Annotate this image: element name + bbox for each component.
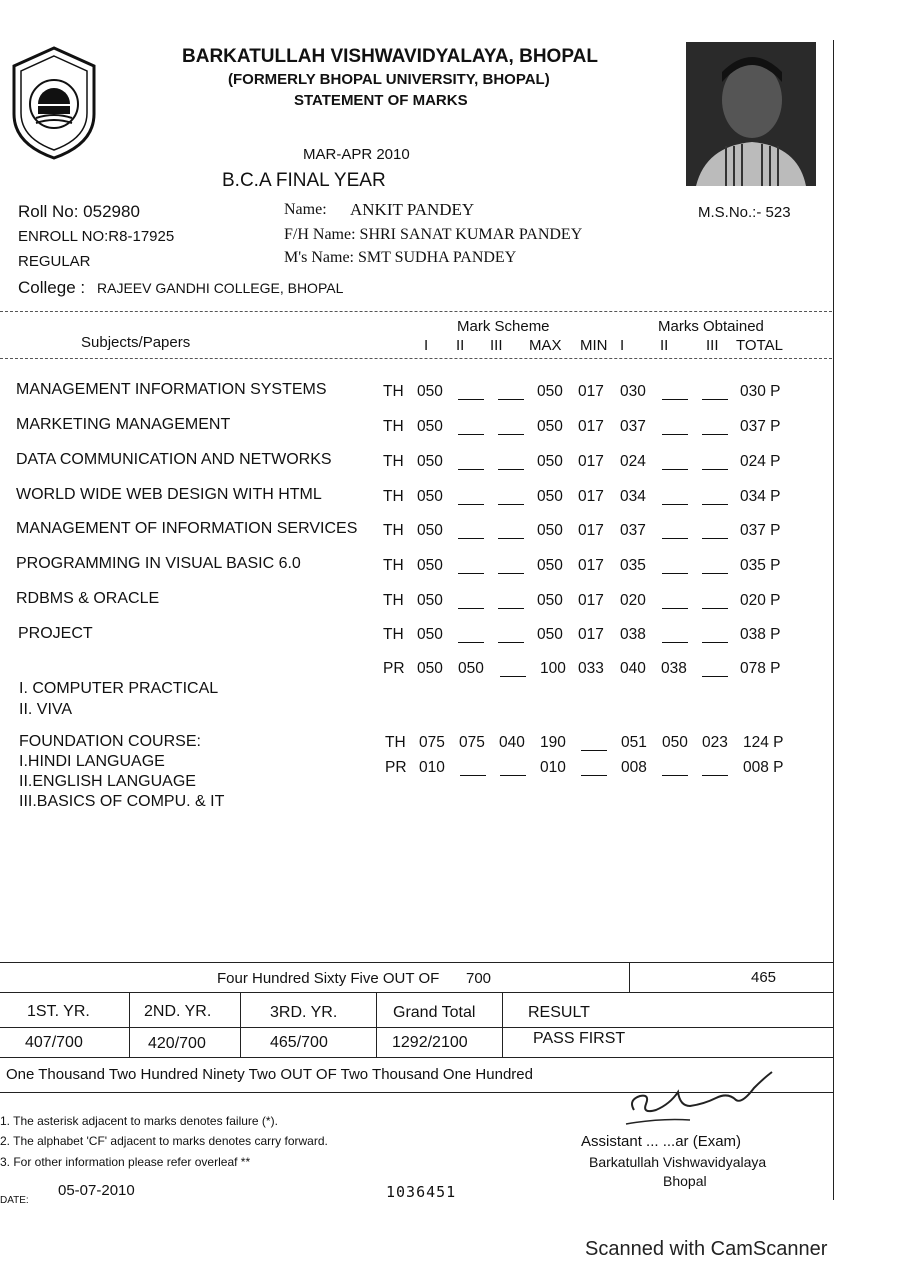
col-scheme-1: I — [424, 337, 429, 354]
foundation-pr-max: 010 — [540, 759, 566, 776]
blank-mark — [458, 387, 484, 400]
blank-mark — [458, 492, 484, 505]
scheme-1: 050 — [417, 383, 443, 400]
paper-type: TH — [383, 383, 404, 400]
subject-name: MANAGEMENT OF INFORMATION SERVICES — [16, 520, 358, 537]
paper-type: TH — [383, 418, 404, 435]
blank-mark — [662, 630, 688, 643]
college-name: RAJEEV GANDHI COLLEGE, BHOPAL — [97, 280, 344, 296]
year-divider — [376, 992, 377, 1057]
summary-divider — [629, 962, 630, 992]
subject-total: 037 P — [740, 418, 781, 435]
scheme-max: 050 — [537, 592, 563, 609]
summary-rule-4 — [0, 1057, 834, 1058]
first-year-header: 1ST. YR. — [27, 1003, 90, 1020]
university-seal-icon — [8, 44, 100, 162]
foundation-sub-hindi: I.HINDI LANGUAGE — [19, 753, 165, 770]
blank-mark — [702, 422, 728, 435]
practical-type: PR — [383, 660, 405, 677]
blank-mark — [662, 526, 688, 539]
foundation-th-obtained-2: 050 — [662, 734, 688, 751]
blank-mark — [662, 422, 688, 435]
blank-mark — [458, 561, 484, 574]
paper-type: TH — [383, 592, 404, 609]
paper-type: TH — [383, 488, 404, 505]
summary-top-rule — [0, 962, 834, 963]
blank-mark — [581, 763, 607, 776]
blank-mark — [498, 422, 524, 435]
note-failure: 1. The asterisk adjacent to marks denotes failure (*). — [0, 1114, 278, 1128]
obtained-1: 030 — [620, 383, 646, 400]
scheme-min: 017 — [578, 557, 604, 574]
year-divider — [502, 992, 503, 1057]
foundation-title: FOUNDATION COURSE: — [19, 733, 201, 750]
subject-name: PROJECT — [18, 625, 93, 642]
blank-mark — [702, 763, 728, 776]
scheme-min: 017 — [578, 592, 604, 609]
subject-total: 020 P — [740, 592, 781, 609]
year-divider — [129, 992, 130, 1057]
blank-mark — [500, 664, 526, 677]
blank-mark — [498, 526, 524, 539]
col-scheme-3: III — [490, 337, 503, 354]
col-obtained-1: I — [620, 337, 625, 354]
grand-total-marks: 1292/2100 — [392, 1034, 468, 1051]
blank-mark — [702, 526, 728, 539]
result-header: RESULT — [528, 1004, 590, 1021]
obtained-1: 037 — [620, 522, 646, 539]
col-scheme-2: II — [456, 337, 465, 354]
student-name: ANKIT PANDEY — [350, 200, 475, 219]
subjects-header: Subjects/Papers — [81, 334, 191, 351]
candidate-status: REGULAR — [18, 253, 91, 270]
col-obtained-2: II — [660, 337, 669, 354]
blank-mark — [458, 630, 484, 643]
scheme-min: 017 — [578, 488, 604, 505]
form-right-border — [833, 40, 834, 1200]
subject-name: MARKETING MANAGEMENT — [16, 416, 231, 433]
year-total: 465 — [751, 969, 777, 986]
blank-mark — [702, 561, 728, 574]
foundation-th-obtained-3: 023 — [702, 734, 728, 751]
exam-session: MAR-APR 2010 — [303, 146, 410, 163]
second-year-header: 2ND. YR. — [144, 1003, 212, 1020]
scheme-1: 050 — [417, 453, 443, 470]
viva-label: II. VIVA — [19, 701, 73, 718]
scheme-1: 050 — [417, 522, 443, 539]
university-name: BARKATULLAH VISHWAVIDYALAYA, BHOPAL — [182, 46, 598, 67]
subject-name: RDBMS & ORACLE — [16, 590, 160, 607]
scheme-min: 017 — [578, 453, 604, 470]
blank-mark — [498, 561, 524, 574]
blank-mark — [500, 763, 526, 776]
date-label: DATE: — [0, 1195, 29, 1206]
paper-type: TH — [383, 522, 404, 539]
practical-max: 100 — [540, 660, 566, 677]
scheme-max: 050 — [537, 522, 563, 539]
blank-mark — [702, 630, 728, 643]
practical-obtained-1: 040 — [620, 660, 646, 677]
col-obtained-3: III — [706, 337, 719, 354]
serial-number: 1036451 — [386, 1183, 457, 1201]
issue-date: 05-07-2010 — [58, 1182, 135, 1199]
scheme-max: 050 — [537, 626, 563, 643]
practical-scheme-2: 050 — [458, 660, 484, 677]
blank-mark — [662, 457, 688, 470]
ms-number: M.S.No.:- 523 — [698, 204, 791, 221]
blank-mark — [702, 664, 728, 677]
note-carry-forward: 2. The alphabet 'CF' adjacent to marks denotes carry forward. — [0, 1134, 328, 1148]
subject-total: 035 P — [740, 557, 781, 574]
table-top-rule — [0, 311, 832, 312]
foundation-pr-scheme-1: 010 — [419, 759, 445, 776]
document-title: STATEMENT OF MARKS — [294, 92, 468, 109]
signatory-title: Assistant ... ...ar (Exam) — [581, 1133, 742, 1150]
obtained-1: 034 — [620, 488, 646, 505]
note-overleaf: 3. For other information please refer overleaf ** — [0, 1155, 251, 1169]
scheme-min: 017 — [578, 522, 604, 539]
foundation-th-total: 124 P — [743, 734, 784, 751]
college-label: College : — [18, 278, 86, 297]
foundation-th-type: TH — [385, 734, 406, 751]
practical-scheme-1: 050 — [417, 660, 443, 677]
blank-mark — [702, 596, 728, 609]
subject-total: 030 P — [740, 383, 781, 400]
year-divider — [240, 992, 241, 1057]
col-scheme-min: MIN — [580, 337, 608, 354]
blank-mark — [702, 492, 728, 505]
blank-mark — [662, 492, 688, 505]
scheme-1: 050 — [417, 557, 443, 574]
paper-type: TH — [383, 557, 404, 574]
scheme-max: 050 — [537, 383, 563, 400]
second-year-marks: 420/700 — [148, 1035, 206, 1052]
blank-mark — [662, 596, 688, 609]
subject-total: 034 P — [740, 488, 781, 505]
foundation-th-scheme-1: 075 — [419, 734, 445, 751]
practical-label: I. COMPUTER PRACTICAL — [19, 680, 219, 697]
obtained-1: 038 — [620, 626, 646, 643]
camscanner-watermark: Scanned with CamScanner — [585, 1238, 828, 1260]
blank-mark — [702, 387, 728, 400]
col-obtained-total: TOTAL — [736, 337, 783, 354]
subject-total: 024 P — [740, 453, 781, 470]
col-scheme-max: MAX — [529, 337, 562, 354]
result-value: PASS FIRST — [533, 1030, 626, 1047]
scheme-1: 050 — [417, 592, 443, 609]
blank-mark — [458, 596, 484, 609]
subject-total: 038 P — [740, 626, 781, 643]
summary-rule-2 — [0, 992, 834, 993]
name-label: Name: — [284, 201, 327, 218]
blank-mark — [458, 457, 484, 470]
mother-name: M's Name: SMT SUDHA PANDEY — [284, 249, 517, 266]
signatory-university: Barkatullah Vishwavidyalaya — [589, 1154, 767, 1170]
foundation-pr-type: PR — [385, 759, 407, 776]
scheme-max: 050 — [537, 418, 563, 435]
foundation-th-scheme-2: 075 — [459, 734, 485, 751]
blank-mark — [498, 387, 524, 400]
course-name: B.C.A FINAL YEAR — [222, 170, 386, 191]
practical-min: 033 — [578, 660, 604, 677]
grand-total-header: Grand Total — [393, 1004, 476, 1021]
obtained-1: 024 — [620, 453, 646, 470]
paper-type: TH — [383, 453, 404, 470]
subject-total: 037 P — [740, 522, 781, 539]
practical-total: 078 P — [740, 660, 781, 677]
grand-total-in-words: One Thousand Two Hundred Ninety Two OUT OF Two Thousand One Hundred — [6, 1066, 533, 1083]
blank-mark — [498, 596, 524, 609]
first-year-marks: 407/700 — [25, 1034, 83, 1051]
foundation-pr-total: 008 P — [743, 759, 784, 776]
blank-mark — [662, 561, 688, 574]
obtained-1: 037 — [620, 418, 646, 435]
scheme-min: 017 — [578, 626, 604, 643]
blank-mark — [581, 738, 607, 751]
blank-mark — [498, 457, 524, 470]
blank-mark — [458, 422, 484, 435]
total-in-words: Four Hundred Sixty Five OUT OF — [217, 970, 440, 987]
summary-rule-3 — [0, 1027, 834, 1028]
blank-mark — [702, 457, 728, 470]
total-out-of: 700 — [466, 970, 492, 987]
blank-mark — [458, 526, 484, 539]
scheme-1: 050 — [417, 488, 443, 505]
foundation-th-obtained-1: 051 — [621, 734, 647, 751]
blank-mark — [498, 630, 524, 643]
foundation-sub-computer: III.BASICS OF COMPU. & IT — [19, 793, 225, 810]
obtained-1: 020 — [620, 592, 646, 609]
blank-mark — [662, 387, 688, 400]
table-head-rule — [0, 358, 832, 359]
obtained-1: 035 — [620, 557, 646, 574]
roll-number: Roll No: 052980 — [18, 202, 140, 221]
blank-mark — [460, 763, 486, 776]
subject-name: DATA COMMUNICATION AND NETWORKS — [16, 451, 332, 468]
signatory-city: Bhopal — [663, 1173, 707, 1189]
paper-type: TH — [383, 626, 404, 643]
scheme-max: 050 — [537, 488, 563, 505]
subject-name: WORLD WIDE WEB DESIGN WITH HTML — [16, 486, 322, 503]
blank-mark — [662, 763, 688, 776]
student-photo — [686, 42, 816, 186]
scheme-max: 050 — [537, 557, 563, 574]
third-year-header: 3RD. YR. — [270, 1004, 338, 1021]
marks-obtained-header: Marks Obtained — [658, 318, 764, 335]
subject-name: MANAGEMENT INFORMATION SYSTEMS — [16, 381, 327, 398]
blank-mark — [498, 492, 524, 505]
scheme-1: 050 — [417, 626, 443, 643]
practical-obtained-2: 038 — [661, 660, 687, 677]
third-year-marks: 465/700 — [270, 1034, 328, 1051]
formerly-name: (FORMERLY BHOPAL UNIVERSITY, BHOPAL) — [228, 71, 550, 88]
foundation-pr-obtained-1: 008 — [621, 759, 647, 776]
foundation-sub-english: II.ENGLISH LANGUAGE — [19, 773, 196, 790]
scheme-max: 050 — [537, 453, 563, 470]
signature — [620, 1070, 780, 1135]
scheme-min: 017 — [578, 383, 604, 400]
father-name: F/H Name: SHRI SANAT KUMAR PANDEY — [284, 226, 583, 243]
foundation-th-scheme-3: 040 — [499, 734, 525, 751]
subject-name: PROGRAMMING IN VISUAL BASIC 6.0 — [16, 555, 301, 572]
scheme-min: 017 — [578, 418, 604, 435]
foundation-th-max: 190 — [540, 734, 566, 751]
mark-scheme-header: Mark Scheme — [457, 318, 550, 335]
enrollment-number: ENROLL NO:R8-17925 — [18, 228, 175, 245]
scheme-1: 050 — [417, 418, 443, 435]
